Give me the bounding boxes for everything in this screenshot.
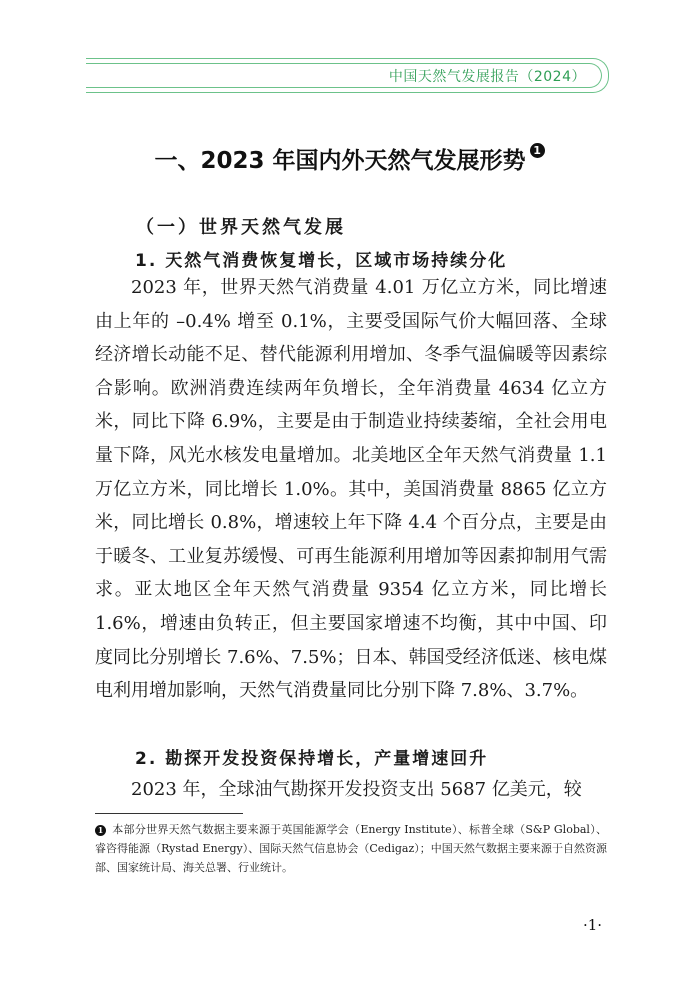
subsection-heading: （一）世界天然气发展: [136, 217, 346, 238]
section-title: [0, 142, 699, 175]
body-paragraph-2: 2023 年，全球油气勘探开发投资支出 5687 亿美元，较: [131, 779, 582, 800]
running-header: [86, 58, 609, 93]
item-heading-2: 2. 勘探开发投资保持增长，产量增速回升: [135, 749, 489, 769]
body-paragraph-1: 2023 年，世界天然气消费量 4.01 万亿立方米，同比增速由上年的 –0.4% 增至 0.1%，主要受国际气价大幅回落、全球经济增长动能不足、替代能源利用增加、冬季气温偏暖等因素综合影响。欧洲消费连续两年负增长，全年消费量 4634 亿立方米，同比下降 6.9%，主要是由于制造业持续萎缩，全社会用电量下降，风光水核发电量增加。北美地区全年天然气消费量 1.1 万亿立方米，同比增长 1.0%。其中，美国消费量 8865 亿立方米，同比增长 0.8%，增速较上年下降 4.4 个百分点，主要是由于暖冬、工业复苏缓慢、可再生能源利用增加等因素抑制用气需求。亚太地区全年天然气消费量 9354 亿立方米，同比增长 1.6%，增速由负转正，但主要国家增速不均衡，其中中国、印度同比分别增长 7.6%、7.5%；日本、韩国受经济低迷、核电煤电利用增加影响，天然气消费量同比分别下降 7.8%、3.7%。: [95, 277, 607, 702]
footnote-reference-icon[interactable]: 1: [530, 143, 545, 158]
footnote-divider: [95, 813, 243, 814]
footnote: [95, 820, 607, 877]
footnote-text: 本部分世界天然气数据主要来源于英国能源学会（Energy Institute）、标普全球（S&P Global）、睿咨得能源（Rystad Energy）、国际天然气信息协会（Cedigaz）；中国天然气数据主要来源于自然资源部、国家统计局、海关总署、行业统计。: [95, 823, 607, 874]
page-number: ·1·: [583, 916, 603, 934]
item-heading-1: 1. 天然气消费恢复增长，区域市场持续分化: [135, 251, 508, 271]
report-title: 中国天然气发展报告（2024）: [388, 69, 586, 85]
footnote-marker-icon: 1: [95, 825, 106, 836]
section-title-text: 一、2023 年国内外天然气发展形势: [154, 148, 526, 174]
